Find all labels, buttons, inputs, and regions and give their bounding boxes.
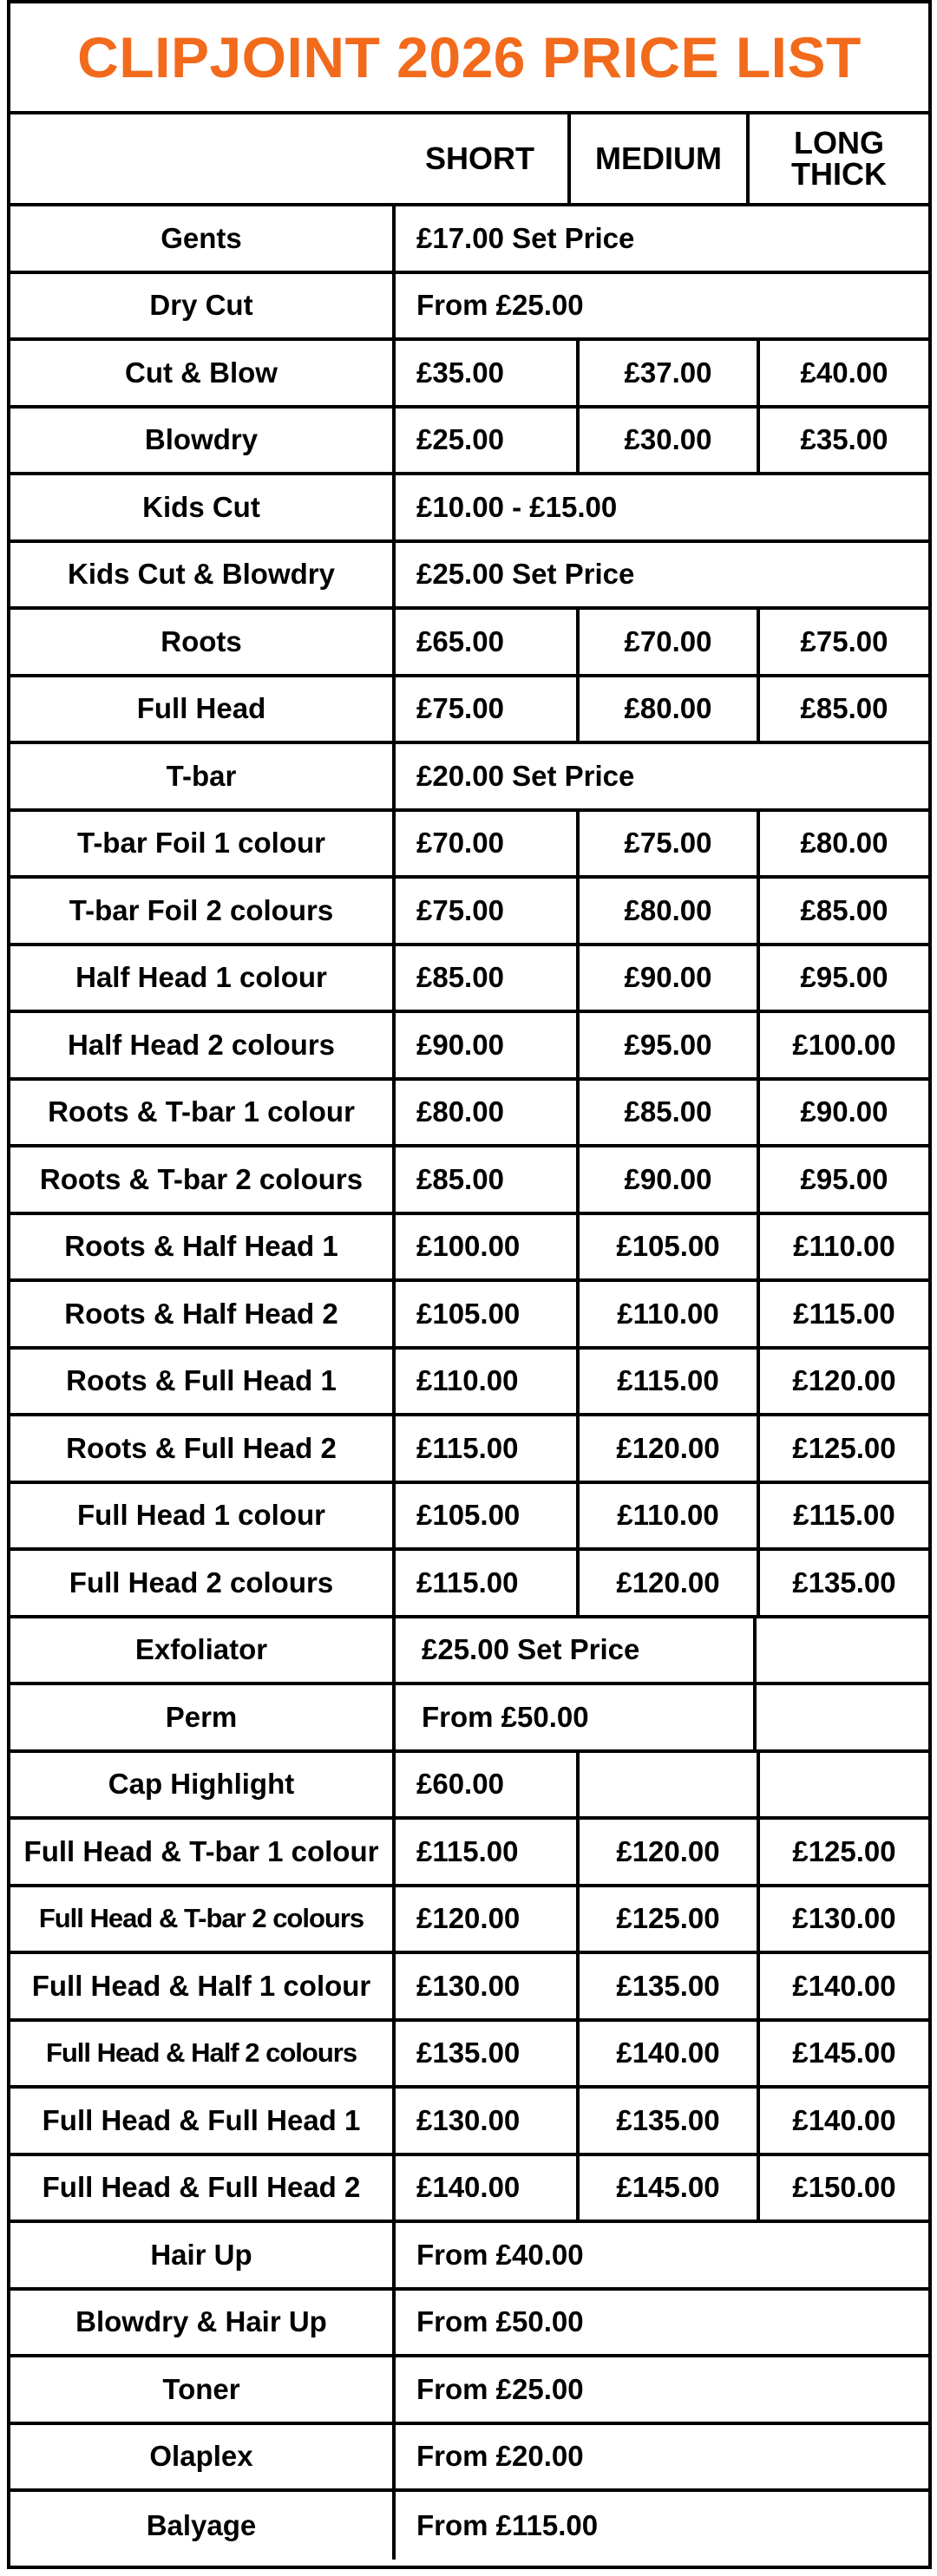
price-short: £70.00 (416, 827, 504, 860)
price-short: £25.00 (416, 423, 504, 456)
service-name: Hair Up (10, 2223, 396, 2287)
price-short: £35.00 (416, 356, 504, 389)
price-short: £105.00 (416, 1297, 521, 1330)
service-name: Perm (10, 1685, 396, 1749)
price-medium: £70.00 (576, 610, 757, 674)
price-medium: £30.00 (576, 409, 757, 473)
price-short: £120.00 (416, 1902, 521, 1935)
header-medium: MEDIUM (567, 114, 750, 203)
price-medium: £85.00 (576, 1081, 757, 1145)
price-medium: £145.00 (576, 2156, 757, 2220)
price-list-sheet (7, 0, 932, 2569)
service-name: Cap Highlight (10, 1753, 396, 1817)
price-long: £75.00 (757, 610, 928, 674)
price-span: £17.00 Set Price (416, 221, 635, 254)
price-medium: £110.00 (576, 1282, 757, 1346)
price-span: From £20.00 (416, 2440, 584, 2473)
price-span: From £25.00 (416, 2372, 584, 2405)
price-medium: £80.00 (576, 879, 757, 943)
price-medium: £135.00 (576, 1954, 757, 2018)
header-service-blank (10, 114, 392, 203)
price-medium: £90.00 (576, 946, 757, 1010)
service-name: Balyage (10, 2492, 396, 2560)
table-row (10, 206, 928, 274)
price-long-empty (757, 1618, 928, 1683)
price-short: £65.00 (416, 624, 504, 657)
price-long: £85.00 (757, 677, 928, 742)
table-row (10, 2156, 928, 2224)
service-name: Blowdry & Hair Up (10, 2291, 396, 2355)
price-long: £125.00 (757, 1820, 928, 1884)
price-span: £25.00 Set Price (416, 558, 635, 591)
price-medium (576, 1753, 757, 1817)
service-name: Cut & Blow (10, 341, 396, 405)
price-short: £140.00 (416, 2171, 521, 2204)
service-name: Half Head 1 colour (10, 946, 396, 1010)
price-long: £130.00 (757, 1887, 928, 1952)
price-short: £105.00 (416, 1499, 521, 1532)
service-name: Roots & T-bar 2 colours (10, 1147, 396, 1212)
service-name: Full Head & Half 2 colours (10, 2022, 396, 2086)
price-medium: £37.00 (576, 341, 757, 405)
price-long: £90.00 (757, 1081, 928, 1145)
price-short: £115.00 (416, 1566, 519, 1599)
service-name: Kids Cut (10, 475, 396, 539)
table-row (10, 1350, 928, 1417)
table-row (10, 1753, 928, 1821)
table-row (10, 543, 928, 611)
price-long (757, 1753, 928, 1817)
price-long: £125.00 (757, 1416, 928, 1481)
price-span: From £25.00 (416, 289, 584, 322)
service-name: Blowdry (10, 409, 396, 473)
price-long: £140.00 (757, 2089, 928, 2153)
service-name: T-bar Foil 2 colours (10, 879, 396, 943)
table-row (10, 2357, 928, 2425)
price-span: From £115.00 (416, 2508, 599, 2541)
table-row (10, 2089, 928, 2156)
price-long: £35.00 (757, 409, 928, 473)
price-short: £75.00 (416, 893, 504, 926)
price-short: £115.00 (416, 1431, 519, 1464)
price-long: £95.00 (757, 946, 928, 1010)
price-medium: £125.00 (576, 1887, 757, 1952)
price-short: £100.00 (416, 1230, 521, 1263)
price-span: From £50.00 (416, 2305, 584, 2338)
service-name: Full Head & Full Head 2 (10, 2156, 396, 2220)
table-row (10, 409, 928, 476)
price-short: £75.00 (416, 692, 504, 725)
price-medium: £115.00 (576, 1350, 757, 1414)
price-rows (10, 206, 928, 2560)
table-row (10, 1618, 928, 1686)
price-medium: £120.00 (576, 1820, 757, 1884)
header-long-thick: LONG THICK (791, 125, 887, 192)
title-row (10, 3, 928, 114)
service-name: Kids Cut & Blowdry (10, 543, 396, 607)
price-short: £60.00 (416, 1768, 504, 1801)
table-row (10, 1081, 928, 1148)
price-long: £150.00 (757, 2156, 928, 2220)
service-name: T-bar Foil 1 colour (10, 812, 396, 876)
header-short: SHORT (425, 141, 534, 176)
price-short: £110.00 (416, 1364, 519, 1397)
price-short: £135.00 (416, 2037, 521, 2069)
price-long: £85.00 (757, 879, 928, 943)
table-row (10, 2291, 928, 2358)
price-short: £80.00 (416, 1095, 504, 1128)
table-row (10, 879, 928, 946)
service-name: Roots & Full Head 1 (10, 1350, 396, 1414)
table-row (10, 1416, 928, 1484)
table-row (10, 946, 928, 1014)
table-row (10, 2022, 928, 2089)
price-span: £10.00 - £15.00 (416, 490, 618, 523)
price-span: £25.00 Set Price (396, 1618, 757, 1683)
column-header-row (10, 114, 928, 206)
price-long: £135.00 (757, 1551, 928, 1615)
table-row (10, 1887, 928, 1955)
price-medium: £120.00 (576, 1551, 757, 1615)
price-short: £130.00 (416, 2103, 521, 2136)
service-name: Full Head & T-bar 1 colour (10, 1820, 396, 1884)
service-name: Full Head & Half 1 colour (10, 1954, 396, 2018)
table-row (10, 2425, 928, 2493)
price-medium: £135.00 (576, 2089, 757, 2153)
price-long: £80.00 (757, 812, 928, 876)
service-name: Olaplex (10, 2425, 396, 2489)
price-long: £115.00 (757, 1484, 928, 1548)
table-row (10, 2223, 928, 2291)
service-name: Full Head 2 colours (10, 1551, 396, 1615)
service-name: T-bar (10, 744, 396, 808)
table-row (10, 475, 928, 543)
price-long: £95.00 (757, 1147, 928, 1212)
table-row (10, 1551, 928, 1618)
table-row (10, 1954, 928, 2022)
price-short: £85.00 (416, 1162, 504, 1195)
service-name: Dry Cut (10, 274, 396, 338)
table-row (10, 610, 928, 677)
price-span: £20.00 Set Price (416, 759, 635, 792)
price-medium: £75.00 (576, 812, 757, 876)
table-row (10, 1484, 928, 1552)
table-row (10, 677, 928, 745)
table-row (10, 1013, 928, 1081)
price-medium: £105.00 (576, 1215, 757, 1279)
table-row (10, 341, 928, 409)
price-long: £40.00 (757, 341, 928, 405)
price-medium: £140.00 (576, 2022, 757, 2086)
service-name: Gents (10, 206, 396, 271)
service-name: Exfoliator (10, 1618, 396, 1683)
table-row (10, 1282, 928, 1350)
page-title: CLIPJOINT 2026 PRICE LIST (77, 25, 862, 89)
price-medium: £110.00 (576, 1484, 757, 1548)
table-row (10, 1685, 928, 1753)
table-row (10, 1215, 928, 1283)
price-short: £115.00 (416, 1834, 519, 1867)
price-span: From £40.00 (416, 2238, 584, 2271)
service-name: Roots & T-bar 1 colour (10, 1081, 396, 1145)
price-short: £130.00 (416, 1969, 521, 2002)
price-short: £90.00 (416, 1028, 504, 1061)
table-row (10, 744, 928, 812)
table-row (10, 1147, 928, 1215)
service-name: Full Head (10, 677, 396, 742)
table-row (10, 274, 928, 342)
price-long: £145.00 (757, 2022, 928, 2086)
service-name: Half Head 2 colours (10, 1013, 396, 1077)
service-name: Roots (10, 610, 396, 674)
table-row (10, 2492, 928, 2560)
price-medium: £80.00 (576, 677, 757, 742)
price-long: £140.00 (757, 1954, 928, 2018)
table-row (10, 812, 928, 879)
price-medium: £120.00 (576, 1416, 757, 1481)
price-medium: £90.00 (576, 1147, 757, 1212)
price-long: £110.00 (757, 1215, 928, 1279)
service-name: Roots & Full Head 2 (10, 1416, 396, 1481)
service-name: Toner (10, 2357, 396, 2422)
table-row (10, 1820, 928, 1887)
price-medium: £95.00 (576, 1013, 757, 1077)
service-name: Roots & Half Head 2 (10, 1282, 396, 1346)
price-long-empty (757, 1685, 928, 1749)
price-short: £85.00 (416, 961, 504, 994)
service-name: Full Head & T-bar 2 colours (10, 1887, 396, 1952)
service-name: Full Head & Full Head 1 (10, 2089, 396, 2153)
service-name: Full Head 1 colour (10, 1484, 396, 1548)
price-long: £100.00 (757, 1013, 928, 1077)
price-long: £115.00 (757, 1282, 928, 1346)
price-span: From £50.00 (396, 1685, 757, 1749)
service-name: Roots & Half Head 1 (10, 1215, 396, 1279)
price-long: £120.00 (757, 1350, 928, 1414)
